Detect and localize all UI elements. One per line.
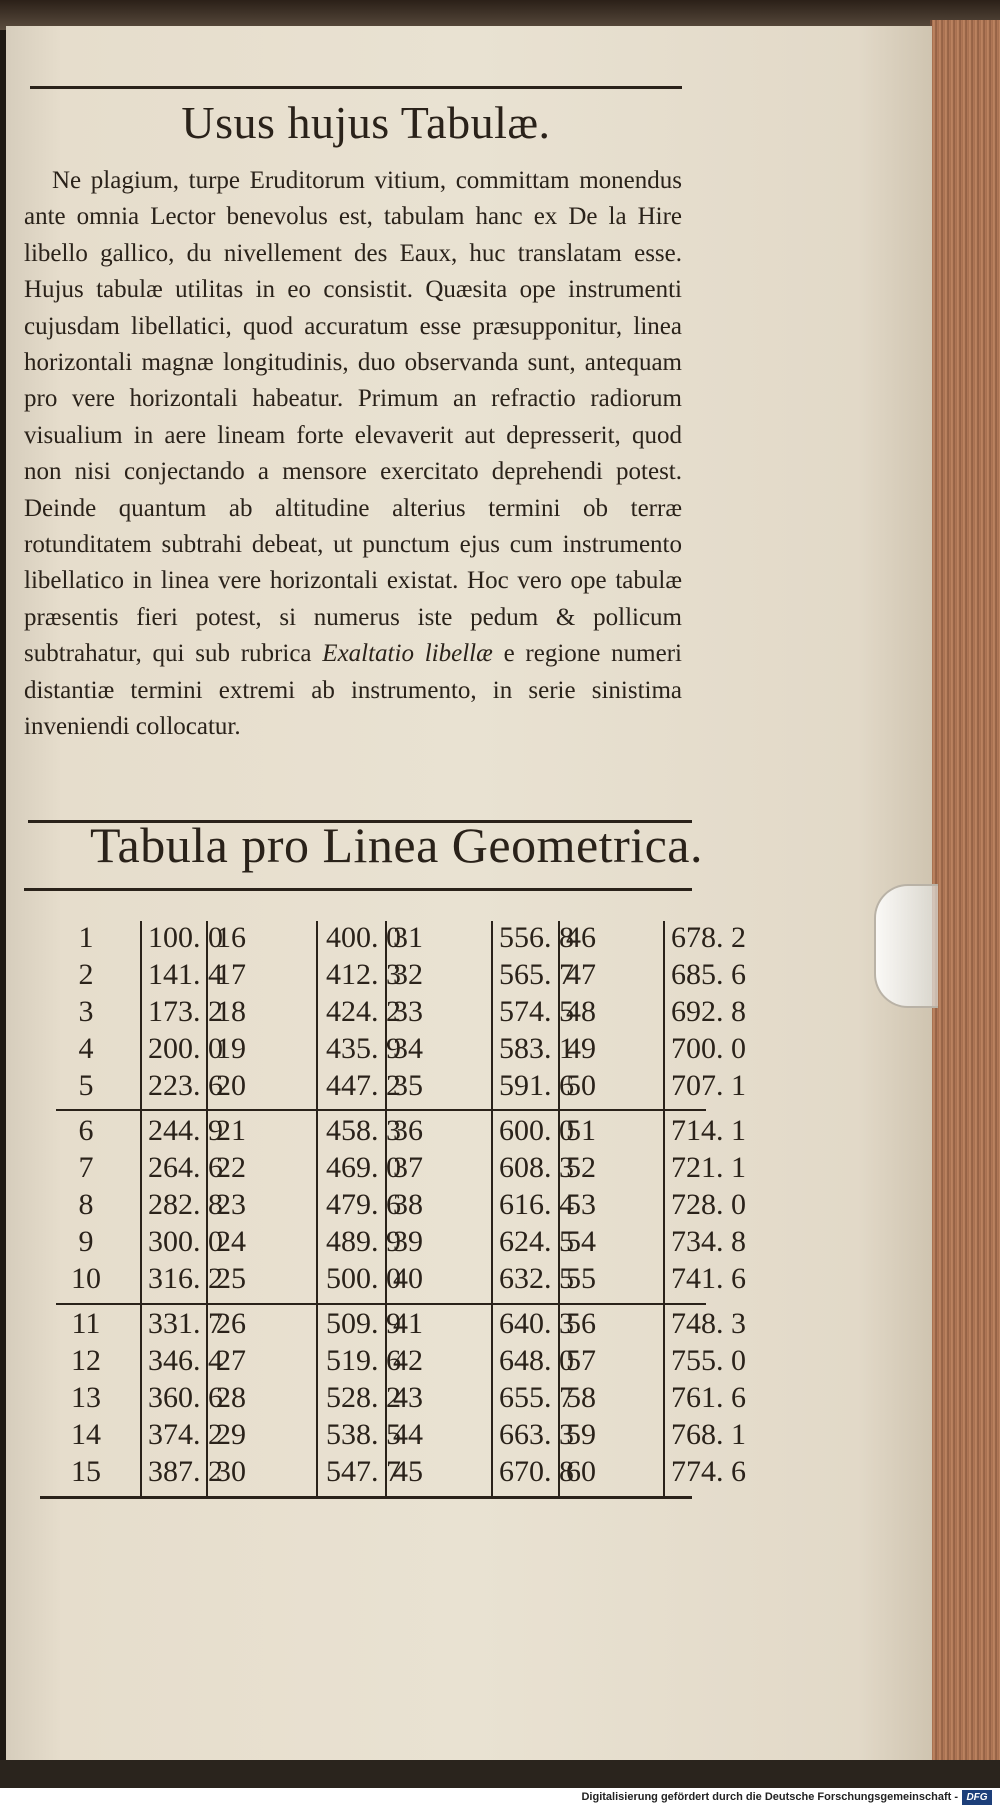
table-cell-v3: 600. 0: [499, 1114, 574, 1147]
table-cell-n3: 43: [393, 1381, 423, 1414]
table-cell-n1: 15: [71, 1455, 101, 1488]
group-divider: [56, 1303, 706, 1305]
table-cell-n1: 4: [78, 1032, 94, 1065]
table-cell-n2: 27: [216, 1344, 246, 1377]
table-cell-v1: 100. 0: [148, 921, 223, 954]
table-cell-v4: 774. 6: [671, 1455, 746, 1488]
table-cell-v2: 509. 9: [326, 1307, 401, 1340]
table-cell-n4: 60: [566, 1455, 596, 1488]
table-cell-n4: 52: [566, 1151, 596, 1184]
table-cell-n4: 51: [566, 1114, 596, 1147]
table-cell-n3: 34: [393, 1032, 423, 1065]
table-cell-v1: 360. 6: [148, 1381, 223, 1414]
table-cell-n1: 9: [78, 1225, 94, 1258]
table-cell-n2: 16: [216, 921, 246, 954]
table-row: [36, 1188, 746, 1224]
table-cell-v2: 528. 2: [326, 1381, 401, 1414]
table-cell-n3: 35: [393, 1069, 423, 1102]
table-row: [36, 995, 746, 1031]
table-cell-n2: 23: [216, 1188, 246, 1221]
table-cell-v1: 374. 2: [148, 1418, 223, 1451]
table-cell-v2: 489. 9: [326, 1225, 401, 1258]
table-cell-n4: 57: [566, 1344, 596, 1377]
table-cell-v2: 547. 7: [326, 1455, 401, 1488]
table-cell-n1: 2: [78, 958, 94, 991]
table-title: Tabula pro Linea Geometrica.: [90, 817, 703, 873]
table-row: [36, 958, 746, 994]
table-cell-n4: 49: [566, 1032, 596, 1065]
table-cell-v3: 670. 8: [499, 1455, 574, 1488]
table-cell-v4: 721. 1: [671, 1151, 746, 1184]
table-cell-v2: 435. 9: [326, 1032, 401, 1065]
table-cell-n3: 39: [393, 1225, 423, 1258]
table-cell-n3: 41: [393, 1307, 423, 1340]
table-cell-n1: 5: [78, 1069, 94, 1102]
book-page-edges: [930, 20, 1000, 1760]
top-rule: [30, 86, 682, 89]
table-cell-v3: 616. 4: [499, 1188, 574, 1221]
table-cell-n4: 55: [566, 1262, 596, 1295]
table-cell-n4: 56: [566, 1307, 596, 1340]
table-row: [36, 1069, 746, 1105]
table-row: [36, 1262, 746, 1298]
table-cell-n2: 22: [216, 1151, 246, 1184]
table-cell-v3: 632. 5: [499, 1262, 574, 1295]
table-cell-v3: 655. 7: [499, 1381, 574, 1414]
table-cell-v1: 141. 4: [148, 958, 223, 991]
table-cell-v1: 223. 6: [148, 1069, 223, 1102]
table-cell-v2: 500. 0: [326, 1262, 401, 1295]
table-cell-n2: 19: [216, 1032, 246, 1065]
table-cell-v4: 692. 8: [671, 995, 746, 1028]
scan-bottom-margin: [0, 1760, 1000, 1788]
table-row: [36, 1032, 746, 1068]
table-cell-v4: 685. 6: [671, 958, 746, 991]
table-cell-n4: 54: [566, 1225, 596, 1258]
table-cell-v4: 714. 1: [671, 1114, 746, 1147]
table-cell-v2: 538. 5: [326, 1418, 401, 1451]
group-divider: [56, 1109, 706, 1111]
table-cell-n1: 14: [71, 1418, 101, 1451]
table-cell-v1: 316. 2: [148, 1262, 223, 1295]
table-cell-v4: 741. 6: [671, 1262, 746, 1295]
table-cell-v1: 331. 7: [148, 1307, 223, 1340]
table-cell-n4: 46: [566, 921, 596, 954]
table-cell-v4: 748. 3: [671, 1307, 746, 1340]
bookmark-clip: [874, 884, 938, 1008]
table-cell-n1: 11: [71, 1307, 101, 1340]
table-cell-v3: 583. 1: [499, 1032, 574, 1065]
table-cell-n1: 1: [78, 921, 94, 954]
table-cell-v3: 574. 5: [499, 995, 574, 1028]
table-cell-n3: 44: [393, 1418, 423, 1451]
table-cell-n4: 53: [566, 1188, 596, 1221]
table-cell-v2: 412. 3: [326, 958, 401, 991]
table-row: [36, 1455, 746, 1491]
table-cell-v3: 663. 3: [499, 1418, 574, 1451]
table-row: [36, 1307, 746, 1343]
table-cell-n3: 33: [393, 995, 423, 1028]
table-cell-n4: 59: [566, 1418, 596, 1451]
table-cell-n3: 31: [393, 921, 423, 954]
table-row: [36, 1381, 746, 1417]
table-cell-v1: 387. 2: [148, 1455, 223, 1488]
table-cell-v1: 200. 0: [148, 1032, 223, 1065]
table-cell-n4: 48: [566, 995, 596, 1028]
table-cell-n2: 29: [216, 1418, 246, 1451]
digitization-footer: [0, 1788, 1000, 1808]
table-row: [36, 1225, 746, 1261]
table-cell-n2: 26: [216, 1307, 246, 1340]
table-cell-v2: 447. 2: [326, 1069, 401, 1102]
table-cell-n3: 36: [393, 1114, 423, 1147]
table-cell-v1: 173. 2: [148, 995, 223, 1028]
table-cell-n4: 58: [566, 1381, 596, 1414]
table-cell-v4: 700. 0: [671, 1032, 746, 1065]
table-row: [36, 1418, 746, 1454]
table-cell-n2: 17: [216, 958, 246, 991]
table-cell-n2: 25: [216, 1262, 246, 1295]
page-heading: Usus hujus Tabulæ.: [181, 97, 551, 148]
table-cell-v1: 300. 0: [148, 1225, 223, 1258]
table-cell-n2: 20: [216, 1069, 246, 1102]
book-page: [6, 26, 932, 1762]
table-cell-n1: 10: [71, 1262, 101, 1295]
paragraph-text-main: Ne plagium, turpe Eruditorum vitium, committam monendus ante omnia Lector benevolus est, tabulam hanc ex De la Hire libello gallico, du nivellement des Eaux, huc translatam esse. Hujus tabulæ utilitas in eo consistit. Quæsita ope instrumenti cujusdam libellatici, quod accuratum esse præsupponitur, linea horizontali magnæ longitudinis, duo observanda sunt, antequam pro vere horizontali habeatur. Primum an refractio radiorum visualium in aere lineam forte elevaverit aut depresserit, quod non nisi conjectando a mensore exercitato deprehendi potest. Deinde quantum ab altitudine alterius termini ob terræ rotunditatem subtrahi debeat, ut punctum ejus cum instrumento libellatico in linea vere horizontali existat. Hoc vero ope tabulæ præsentis fieri potest, si numerus iste pedum & pollicum subtrahatur, qui sub rubrica: [24, 167, 682, 668]
table-cell-n1: 6: [78, 1114, 94, 1147]
table-cell-v2: 458. 3: [326, 1114, 401, 1147]
dfg-logo: DFG: [962, 1790, 992, 1805]
table-row: [36, 1151, 746, 1187]
table-cell-v3: 565. 7: [499, 958, 574, 991]
table-cell-n3: 45: [393, 1455, 423, 1488]
table-row: [36, 921, 746, 957]
table-cell-n1: 7: [78, 1151, 94, 1184]
table-cell-n3: 40: [393, 1262, 423, 1295]
table-cell-v4: 768. 1: [671, 1418, 746, 1451]
table-cell-n2: 28: [216, 1381, 246, 1414]
table-cell-v2: 400. 0: [326, 921, 401, 954]
body-paragraph: [24, 163, 682, 746]
table-cell-v4: 734. 8: [671, 1225, 746, 1258]
table-row: [36, 1114, 746, 1150]
table-cell-n2: 30: [216, 1455, 246, 1488]
table-cell-v1: 264. 6: [148, 1151, 223, 1184]
table-cell-v4: 761. 6: [671, 1381, 746, 1414]
table-cell-v2: 469. 0: [326, 1151, 401, 1184]
table-cell-v4: 755. 0: [671, 1344, 746, 1377]
table-cell-n3: 37: [393, 1151, 423, 1184]
table-cell-n3: 42: [393, 1344, 423, 1377]
table-cell-v2: 424. 2: [326, 995, 401, 1028]
table-cell-v3: 624. 5: [499, 1225, 574, 1258]
table-cell-v3: 556. 8: [499, 921, 574, 954]
table-cell-v4: 678. 2: [671, 921, 746, 954]
table-cell-n3: 38: [393, 1188, 423, 1221]
table-cell-n3: 32: [393, 958, 423, 991]
table-cell-n2: 24: [216, 1225, 246, 1258]
table-header-rule: [24, 888, 692, 891]
table-cell-v4: 707. 1: [671, 1069, 746, 1102]
paragraph-italic-term: Exaltatio libellæ: [322, 640, 493, 668]
table-cell-v3: 640. 3: [499, 1307, 574, 1340]
table-cell-n1: 3: [78, 995, 94, 1028]
table-cell-v4: 728. 0: [671, 1188, 746, 1221]
paragraph-text-end: e regione numeri distantiæ termini extremi ab instrumento, in serie sinistima inveniendi collocatur.: [24, 640, 682, 741]
table-cell-v1: 346. 4: [148, 1344, 223, 1377]
table-bottom-rule: [40, 1496, 692, 1499]
table-cell-v3: 648. 0: [499, 1344, 574, 1377]
table-cell-v3: 591. 6: [499, 1069, 574, 1102]
table-cell-n1: 12: [71, 1344, 101, 1377]
table-cell-n1: 8: [78, 1188, 94, 1221]
table-cell-v3: 608. 3: [499, 1151, 574, 1184]
table-cell-n2: 21: [216, 1114, 246, 1147]
table-cell-v1: 244. 9: [148, 1114, 223, 1147]
table-cell-n4: 47: [566, 958, 596, 991]
table-cell-n1: 13: [71, 1381, 101, 1414]
footer-credit: Digitalisierung gefördert durch die Deutsche Forschungsgemeinschaft -: [581, 1791, 958, 1803]
table-cell-n4: 50: [566, 1069, 596, 1102]
table-cell-v2: 479. 6: [326, 1188, 401, 1221]
table-cell-v1: 282. 8: [148, 1188, 223, 1221]
table-cell-n2: 18: [216, 995, 246, 1028]
table-row: [36, 1344, 746, 1380]
table-cell-v2: 519. 6: [326, 1344, 401, 1377]
